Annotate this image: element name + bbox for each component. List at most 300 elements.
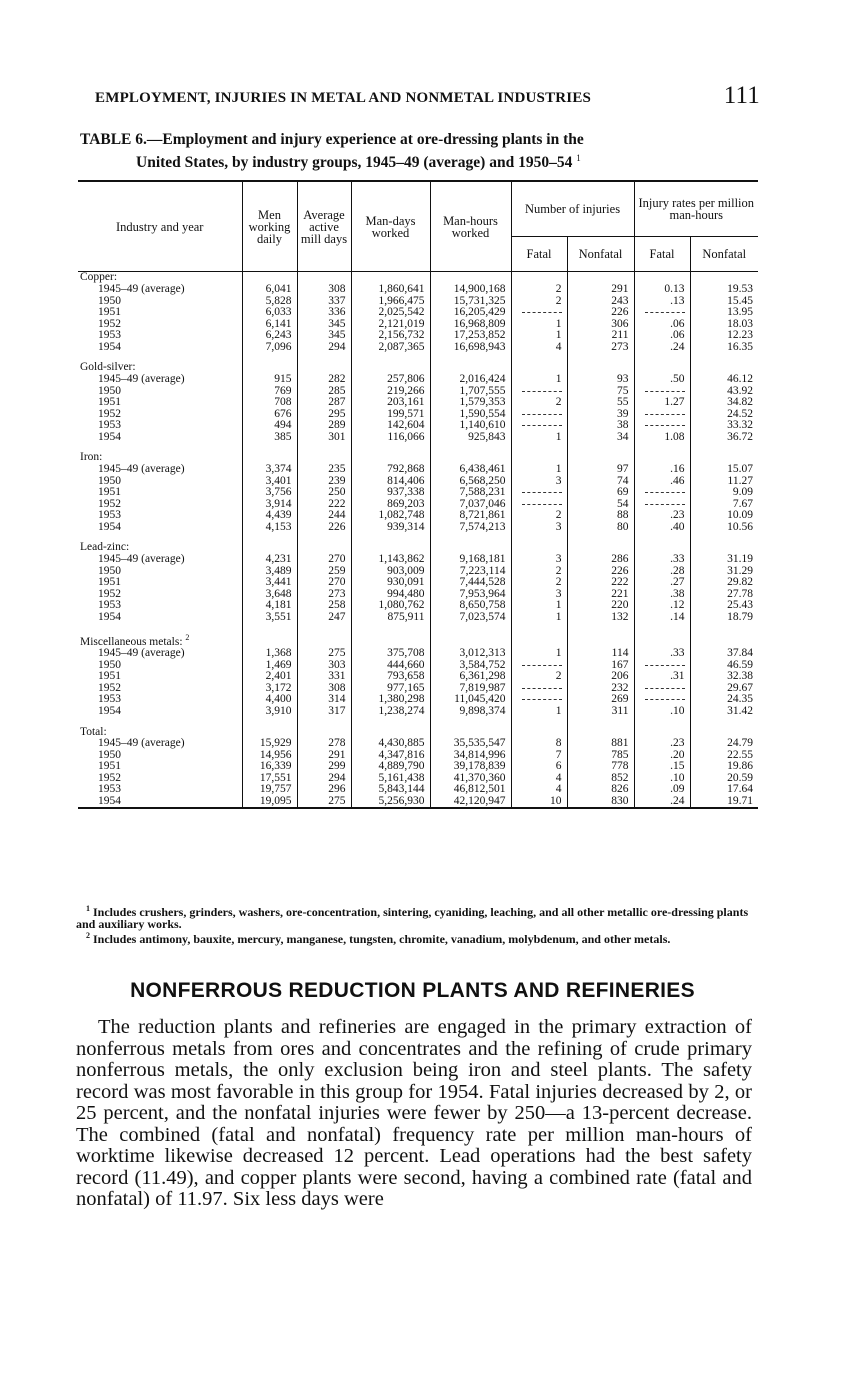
- row-year-text: 1953: [98, 783, 121, 796]
- cell-men: 3,648: [242, 589, 297, 601]
- cell-days: 294: [297, 342, 351, 354]
- cell-days: 289: [297, 420, 351, 432]
- table-row: [78, 522, 758, 534]
- dash-placeholder: [645, 699, 685, 700]
- cell-days: 222: [297, 499, 351, 511]
- cell-nonfatal: 785: [567, 750, 634, 762]
- cell-men: 15,929: [242, 738, 297, 750]
- spacer-cell: [297, 443, 351, 452]
- cell-men: 1,469: [242, 660, 297, 672]
- cell-rate-fatal: [634, 420, 690, 432]
- row-year-text: 1950: [98, 474, 121, 487]
- spacer-cell: [690, 623, 758, 632]
- spacer-cell: [567, 717, 634, 726]
- cell-nonfatal: 826: [567, 784, 634, 796]
- cell-fatal: 1: [511, 374, 567, 386]
- dash-placeholder: [522, 414, 562, 415]
- table-row: [78, 510, 758, 522]
- row-year-text: 1945–49 (average): [98, 647, 185, 660]
- table-row: [78, 706, 758, 718]
- empty-cell: [567, 632, 634, 648]
- dash-placeholder: [645, 688, 685, 689]
- cell-nonfatal: 211: [567, 330, 634, 342]
- cell-fatal: 3: [511, 554, 567, 566]
- cell-man-days: 4,889,790: [351, 761, 430, 773]
- cell-men: 19,757: [242, 784, 297, 796]
- cell-man-days: 5,256,930: [351, 796, 430, 809]
- cell-fatal: 1: [511, 464, 567, 476]
- cell-days: 282: [297, 374, 351, 386]
- cell-man-days: 869,203: [351, 499, 430, 511]
- dash-placeholder: [645, 492, 685, 493]
- cell-rate-nonfatal: 31.19: [690, 554, 758, 566]
- cell-man-hours: 17,253,852: [430, 330, 511, 342]
- cell-fatal: 1: [511, 432, 567, 444]
- cell-rate-nonfatal: 25.43: [690, 600, 758, 612]
- row-year-text: 1952: [98, 771, 121, 784]
- cell-rate-fatal: .16: [634, 464, 690, 476]
- row-year-text: 1950: [98, 384, 121, 397]
- cell-fatal: 1: [511, 319, 567, 331]
- cell-days: 337: [297, 296, 351, 308]
- dash-placeholder: [645, 425, 685, 426]
- cell-men: 3,756: [242, 487, 297, 499]
- cell-rate-nonfatal: 19.71: [690, 796, 758, 809]
- cell-nonfatal: 273: [567, 342, 634, 354]
- cell-men: 4,439: [242, 510, 297, 522]
- cell-days: 303: [297, 660, 351, 672]
- cell-man-hours: 35,535,547: [430, 738, 511, 750]
- cell-rate-fatal: .40: [634, 522, 690, 534]
- cell-rate-fatal: .10: [634, 773, 690, 785]
- cell-men: 385: [242, 432, 297, 444]
- cell-fatal: [511, 683, 567, 695]
- row-year: [78, 342, 242, 354]
- cell-nonfatal: 206: [567, 671, 634, 683]
- cell-days: 226: [297, 522, 351, 534]
- cell-rate-fatal: .28: [634, 566, 690, 578]
- header-rate-fatal: Fatal: [634, 237, 690, 272]
- cell-man-hours: 2,016,424: [430, 374, 511, 386]
- cell-man-days: 930,091: [351, 577, 430, 589]
- cell-days: 258: [297, 600, 351, 612]
- row-year-text: 1951: [98, 486, 121, 498]
- cell-rate-fatal: .23: [634, 510, 690, 522]
- table-row: [78, 397, 758, 409]
- spacer-cell: [690, 717, 758, 726]
- spacer-cell: [242, 353, 297, 362]
- header-injuries: Number of injuries: [511, 181, 634, 237]
- group-spacer: [78, 717, 758, 726]
- row-year-text: 1951: [98, 306, 121, 318]
- table-row: [78, 330, 758, 342]
- cell-rate-nonfatal: 19.53: [690, 284, 758, 296]
- cell-fatal: 1: [511, 330, 567, 342]
- cell-rate-nonfatal: 20.59: [690, 773, 758, 785]
- cell-rate-nonfatal: 34.82: [690, 397, 758, 409]
- cell-men: 3,914: [242, 499, 297, 511]
- cell-days: 285: [297, 386, 351, 398]
- footnote-1: [76, 903, 760, 930]
- row-year: [78, 706, 242, 718]
- cell-rate-nonfatal: 24.52: [690, 409, 758, 421]
- row-year-text: 1945–49 (average): [98, 553, 185, 565]
- table-row: [78, 796, 758, 809]
- cell-men: 3,172: [242, 683, 297, 695]
- spacer-cell: [297, 623, 351, 632]
- cell-days: 295: [297, 409, 351, 421]
- spacer-cell: [351, 443, 430, 452]
- cell-fatal: 2: [511, 671, 567, 683]
- table-row: [78, 342, 758, 354]
- cell-rate-fatal: [634, 409, 690, 421]
- cell-rate-fatal: .14: [634, 612, 690, 624]
- row-year-text: 1951: [98, 760, 121, 773]
- cell-fatal: 1: [511, 706, 567, 718]
- spacer-cell: [634, 353, 690, 362]
- header-nonfatal: Nonfatal: [567, 237, 634, 272]
- spacer-cell: [511, 353, 567, 362]
- cell-man-days: 116,066: [351, 432, 430, 444]
- header-rate-nonfatal: Nonfatal: [690, 237, 758, 272]
- table-row: [78, 554, 758, 566]
- group-name: Gold-silver:: [80, 361, 136, 374]
- cell-days: 301: [297, 432, 351, 444]
- cell-men: 16,339: [242, 761, 297, 773]
- header-men-text: Men working daily: [248, 207, 291, 246]
- cell-man-hours: 7,819,987: [430, 683, 511, 695]
- cell-nonfatal: 39: [567, 409, 634, 421]
- cell-rate-fatal: 0.13: [634, 284, 690, 296]
- spacer-cell: [242, 623, 297, 632]
- cell-days: 275: [297, 648, 351, 660]
- empty-cell: [242, 632, 297, 648]
- cell-days: 291: [297, 750, 351, 762]
- row-year-text: 1951: [98, 576, 121, 588]
- row-year-text: 1950: [98, 564, 121, 577]
- cell-fatal: 10: [511, 796, 567, 809]
- cell-nonfatal: 311: [567, 706, 634, 718]
- row-year-text: 1945–49 (average): [98, 373, 185, 385]
- cell-days: 244: [297, 510, 351, 522]
- cell-fatal: 4: [511, 342, 567, 354]
- row-year-text: 1951: [98, 670, 121, 683]
- cell-nonfatal: 243: [567, 296, 634, 308]
- table-title-line-2: [80, 149, 760, 172]
- cell-man-hours: 11,045,420: [430, 694, 511, 706]
- table-row: [78, 612, 758, 624]
- cell-days: 296: [297, 784, 351, 796]
- empty-cell: [634, 632, 690, 648]
- cell-man-hours: 16,698,943: [430, 342, 511, 354]
- cell-man-hours: 46,812,501: [430, 784, 511, 796]
- cell-rate-fatal: .33: [634, 648, 690, 660]
- cell-days: 314: [297, 694, 351, 706]
- table-row: [78, 600, 758, 612]
- cell-men: 6,033: [242, 307, 297, 319]
- cell-days: 259: [297, 566, 351, 578]
- cell-man-days: 875,911: [351, 612, 430, 624]
- cell-man-days: 977,165: [351, 683, 430, 695]
- cell-rate-fatal: .23: [634, 738, 690, 750]
- cell-man-days: 4,430,885: [351, 738, 430, 750]
- empty-cell: [297, 632, 351, 648]
- table-row: [78, 432, 758, 444]
- cell-rate-nonfatal: 9.09: [690, 487, 758, 499]
- cell-rate-fatal: [634, 683, 690, 695]
- spacer-cell: [511, 443, 567, 452]
- cell-rate-nonfatal: 7.67: [690, 499, 758, 511]
- cell-man-days: 142,604: [351, 420, 430, 432]
- group-heading-row: [78, 632, 758, 648]
- spacer-cell: [634, 623, 690, 632]
- cell-men: 3,401: [242, 476, 297, 488]
- cell-man-days: 994,480: [351, 589, 430, 601]
- table-row: [78, 464, 758, 476]
- table-row: [78, 420, 758, 432]
- cell-fatal: 3: [511, 589, 567, 601]
- spacer-cell: [567, 623, 634, 632]
- cell-rate-nonfatal: 31.29: [690, 566, 758, 578]
- cell-man-hours: 39,178,839: [430, 761, 511, 773]
- cell-man-days: 1,082,748: [351, 510, 430, 522]
- cell-nonfatal: 167: [567, 660, 634, 672]
- table-row: [78, 284, 758, 296]
- row-year-text: 1951: [98, 396, 121, 408]
- spacer-cell: [634, 443, 690, 452]
- group-footnote-mark: 2: [185, 633, 190, 642]
- group-name: Lead-zinc:: [80, 541, 130, 554]
- spacer-cell: [242, 717, 297, 726]
- cell-nonfatal: 54: [567, 499, 634, 511]
- row-year-text: 1950: [98, 658, 121, 671]
- row-year-text: 1953: [98, 329, 121, 341]
- cell-men: 7,096: [242, 342, 297, 354]
- cell-days: 299: [297, 761, 351, 773]
- spacer-cell: [511, 623, 567, 632]
- cell-man-days: 219,266: [351, 386, 430, 398]
- cell-rate-fatal: 1.08: [634, 432, 690, 444]
- row-year-text: 1954: [98, 610, 121, 623]
- spacer-cell: [297, 717, 351, 726]
- dash-placeholder: [522, 492, 562, 493]
- cell-days: 235: [297, 464, 351, 476]
- cell-man-days: 2,156,732: [351, 330, 430, 342]
- cell-men: 14,956: [242, 750, 297, 762]
- cell-man-days: 444,660: [351, 660, 430, 672]
- cell-days: 270: [297, 577, 351, 589]
- table-row: [78, 307, 758, 319]
- spacer-cell: [511, 533, 567, 542]
- cell-fatal: 7: [511, 750, 567, 762]
- dash-placeholder: [522, 699, 562, 700]
- cell-men: 769: [242, 386, 297, 398]
- cell-nonfatal: 226: [567, 307, 634, 319]
- cell-man-days: 2,025,542: [351, 307, 430, 319]
- cell-nonfatal: 34: [567, 432, 634, 444]
- cell-man-days: 1,860,641: [351, 284, 430, 296]
- row-year-text: 1945–49 (average): [98, 737, 185, 750]
- row-year-text: 1954: [98, 340, 121, 353]
- cell-rate-fatal: .10: [634, 706, 690, 718]
- cell-man-days: 203,161: [351, 397, 430, 409]
- cell-man-hours: 1,590,554: [430, 409, 511, 421]
- row-year-text: 1954: [98, 430, 121, 443]
- cell-man-days: 939,314: [351, 522, 430, 534]
- cell-men: 6,041: [242, 284, 297, 296]
- cell-man-hours: 6,361,298: [430, 671, 511, 683]
- cell-rate-nonfatal: 46.59: [690, 660, 758, 672]
- cell-nonfatal: 55: [567, 397, 634, 409]
- row-year: [78, 432, 242, 444]
- cell-nonfatal: 132: [567, 612, 634, 624]
- cell-man-hours: 7,444,528: [430, 577, 511, 589]
- cell-man-hours: 9,168,181: [430, 554, 511, 566]
- cell-man-hours: 14,900,168: [430, 284, 511, 296]
- empty-cell: [511, 632, 567, 648]
- cell-man-hours: 42,120,947: [430, 796, 511, 809]
- cell-nonfatal: 80: [567, 522, 634, 534]
- cell-men: 915: [242, 374, 297, 386]
- cell-men: 676: [242, 409, 297, 421]
- cell-man-hours: 6,568,250: [430, 476, 511, 488]
- cell-man-days: 1,966,475: [351, 296, 430, 308]
- cell-days: 278: [297, 738, 351, 750]
- spacer-cell: [690, 533, 758, 542]
- dash-placeholder: [645, 504, 685, 505]
- cell-days: 275: [297, 796, 351, 809]
- dash-placeholder: [522, 391, 562, 392]
- cell-man-days: 257,806: [351, 374, 430, 386]
- header-rates: Injury rates per million man-hours: [634, 181, 758, 237]
- cell-nonfatal: 221: [567, 589, 634, 601]
- header-man-days: Man-days worked: [351, 181, 430, 272]
- header-industry: Industry and year: [116, 219, 204, 234]
- cell-men: 6,243: [242, 330, 297, 342]
- row-year-text: 1945–49 (average): [98, 463, 185, 475]
- cell-man-hours: 7,588,231: [430, 487, 511, 499]
- group-heading: [78, 632, 242, 648]
- cell-days: 250: [297, 487, 351, 499]
- cell-rate-nonfatal: 46.12: [690, 374, 758, 386]
- body-paragraph: The reduction plants and refineries are engaged in the primary extraction of nonferrous metals from ores and concentrates and the refining of crude primary nonferrous metals, the only exclusion being iron and steel plants. The safety record was most favorable in this group for 1954. Fatal injuries decreased by 2, or 25 percent, and the nonfatal injuries were fewer by 250—a 13-percent decrease. The combined (fatal and nonfatal) frequency rate per million man-hours of worktime likewise decreased 12 percent. Lead operations had the best safety record (11.49), and copper plants were second, having a combined rate (fatal and nonfatal) of 11.97. Six less days were: [76, 1016, 752, 1210]
- cell-fatal: [511, 487, 567, 499]
- footnotes: [76, 903, 760, 945]
- cell-rate-nonfatal: 32.38: [690, 671, 758, 683]
- spacer-cell: [351, 533, 430, 542]
- cell-men: 3,489: [242, 566, 297, 578]
- row-year-text: 1950: [98, 294, 121, 307]
- cell-fatal: 2: [511, 284, 567, 296]
- spacer-cell: [242, 443, 297, 452]
- header-avg-days-text: Average active mill days: [300, 207, 348, 246]
- cell-men: 4,231: [242, 554, 297, 566]
- table-title-line-1: TABLE 6.—Employment and injury experience at ore-dressing plants in the: [80, 131, 584, 148]
- cell-men: 4,153: [242, 522, 297, 534]
- row-year-text: 1954: [98, 520, 121, 533]
- cell-nonfatal: 69: [567, 487, 634, 499]
- dash-placeholder: [645, 665, 685, 666]
- cell-rate-fatal: .15: [634, 761, 690, 773]
- cell-man-days: 2,087,365: [351, 342, 430, 354]
- cell-man-days: 199,571: [351, 409, 430, 421]
- cell-men: 494: [242, 420, 297, 432]
- cell-rate-fatal: .24: [634, 342, 690, 354]
- cell-man-hours: 34,814,996: [430, 750, 511, 762]
- cell-man-days: 1,080,762: [351, 600, 430, 612]
- footnote-2-text: Includes antimony, bauxite, mercury, manganese, tungsten, chromite, vanadium, molybdenum, and other metals.: [93, 932, 671, 946]
- table-header: [78, 181, 758, 272]
- cell-nonfatal: 75: [567, 386, 634, 398]
- cell-men: 3,441: [242, 577, 297, 589]
- row-year-text: 1952: [98, 587, 121, 600]
- row-year-text: 1945–49 (average): [98, 283, 185, 295]
- spacer-cell: [511, 717, 567, 726]
- cell-man-hours: 15,731,325: [430, 296, 511, 308]
- row-year-text: 1953: [98, 419, 121, 431]
- cell-rate-fatal: .38: [634, 589, 690, 601]
- cell-fatal: 3: [511, 476, 567, 488]
- cell-man-days: 4,347,816: [351, 750, 430, 762]
- header-man-hours: Man-hours worked: [430, 181, 511, 272]
- cell-rate-nonfatal: 43.92: [690, 386, 758, 398]
- cell-man-hours: 3,012,313: [430, 648, 511, 660]
- table-row: [78, 487, 758, 499]
- row-year: [78, 522, 242, 534]
- cell-days: 294: [297, 773, 351, 785]
- group-name: Miscellaneous metals:: [80, 635, 183, 648]
- cell-man-hours: 7,023,574: [430, 612, 511, 624]
- cell-rate-fatal: .20: [634, 750, 690, 762]
- cell-men: 4,181: [242, 600, 297, 612]
- cell-men: 5,828: [242, 296, 297, 308]
- cell-rate-nonfatal: 24.35: [690, 694, 758, 706]
- row-year-text: 1950: [98, 748, 121, 761]
- cell-fatal: 2: [511, 296, 567, 308]
- cell-rate-nonfatal: 18.79: [690, 612, 758, 624]
- spacer-cell: [78, 443, 242, 452]
- group-spacer: [78, 533, 758, 542]
- empty-cell: [430, 632, 511, 648]
- dash-placeholder: [522, 504, 562, 505]
- cell-nonfatal: 286: [567, 554, 634, 566]
- cell-man-hours: 7,953,964: [430, 589, 511, 601]
- spacer-cell: [351, 623, 430, 632]
- cell-man-days: 1,143,862: [351, 554, 430, 566]
- cell-man-hours: 925,843: [430, 432, 511, 444]
- cell-man-days: 793,658: [351, 671, 430, 683]
- row-year: [78, 796, 242, 809]
- empty-cell: [690, 632, 758, 648]
- cell-men: 2,401: [242, 671, 297, 683]
- cell-rate-nonfatal: 22.55: [690, 750, 758, 762]
- cell-rate-nonfatal: 29.82: [690, 577, 758, 589]
- cell-days: 345: [297, 330, 351, 342]
- cell-man-days: 937,338: [351, 487, 430, 499]
- cell-man-days: 1,238,274: [351, 706, 430, 718]
- cell-days: 308: [297, 683, 351, 695]
- cell-rate-fatal: 1.27: [634, 397, 690, 409]
- cell-fatal: 1: [511, 612, 567, 624]
- cell-nonfatal: 852: [567, 773, 634, 785]
- cell-nonfatal: 226: [567, 566, 634, 578]
- cell-rate-nonfatal: 10.56: [690, 522, 758, 534]
- spacer-cell: [567, 443, 634, 452]
- cell-nonfatal: 93: [567, 374, 634, 386]
- running-head: [95, 82, 760, 112]
- cell-man-days: 814,406: [351, 476, 430, 488]
- cell-men: 3,551: [242, 612, 297, 624]
